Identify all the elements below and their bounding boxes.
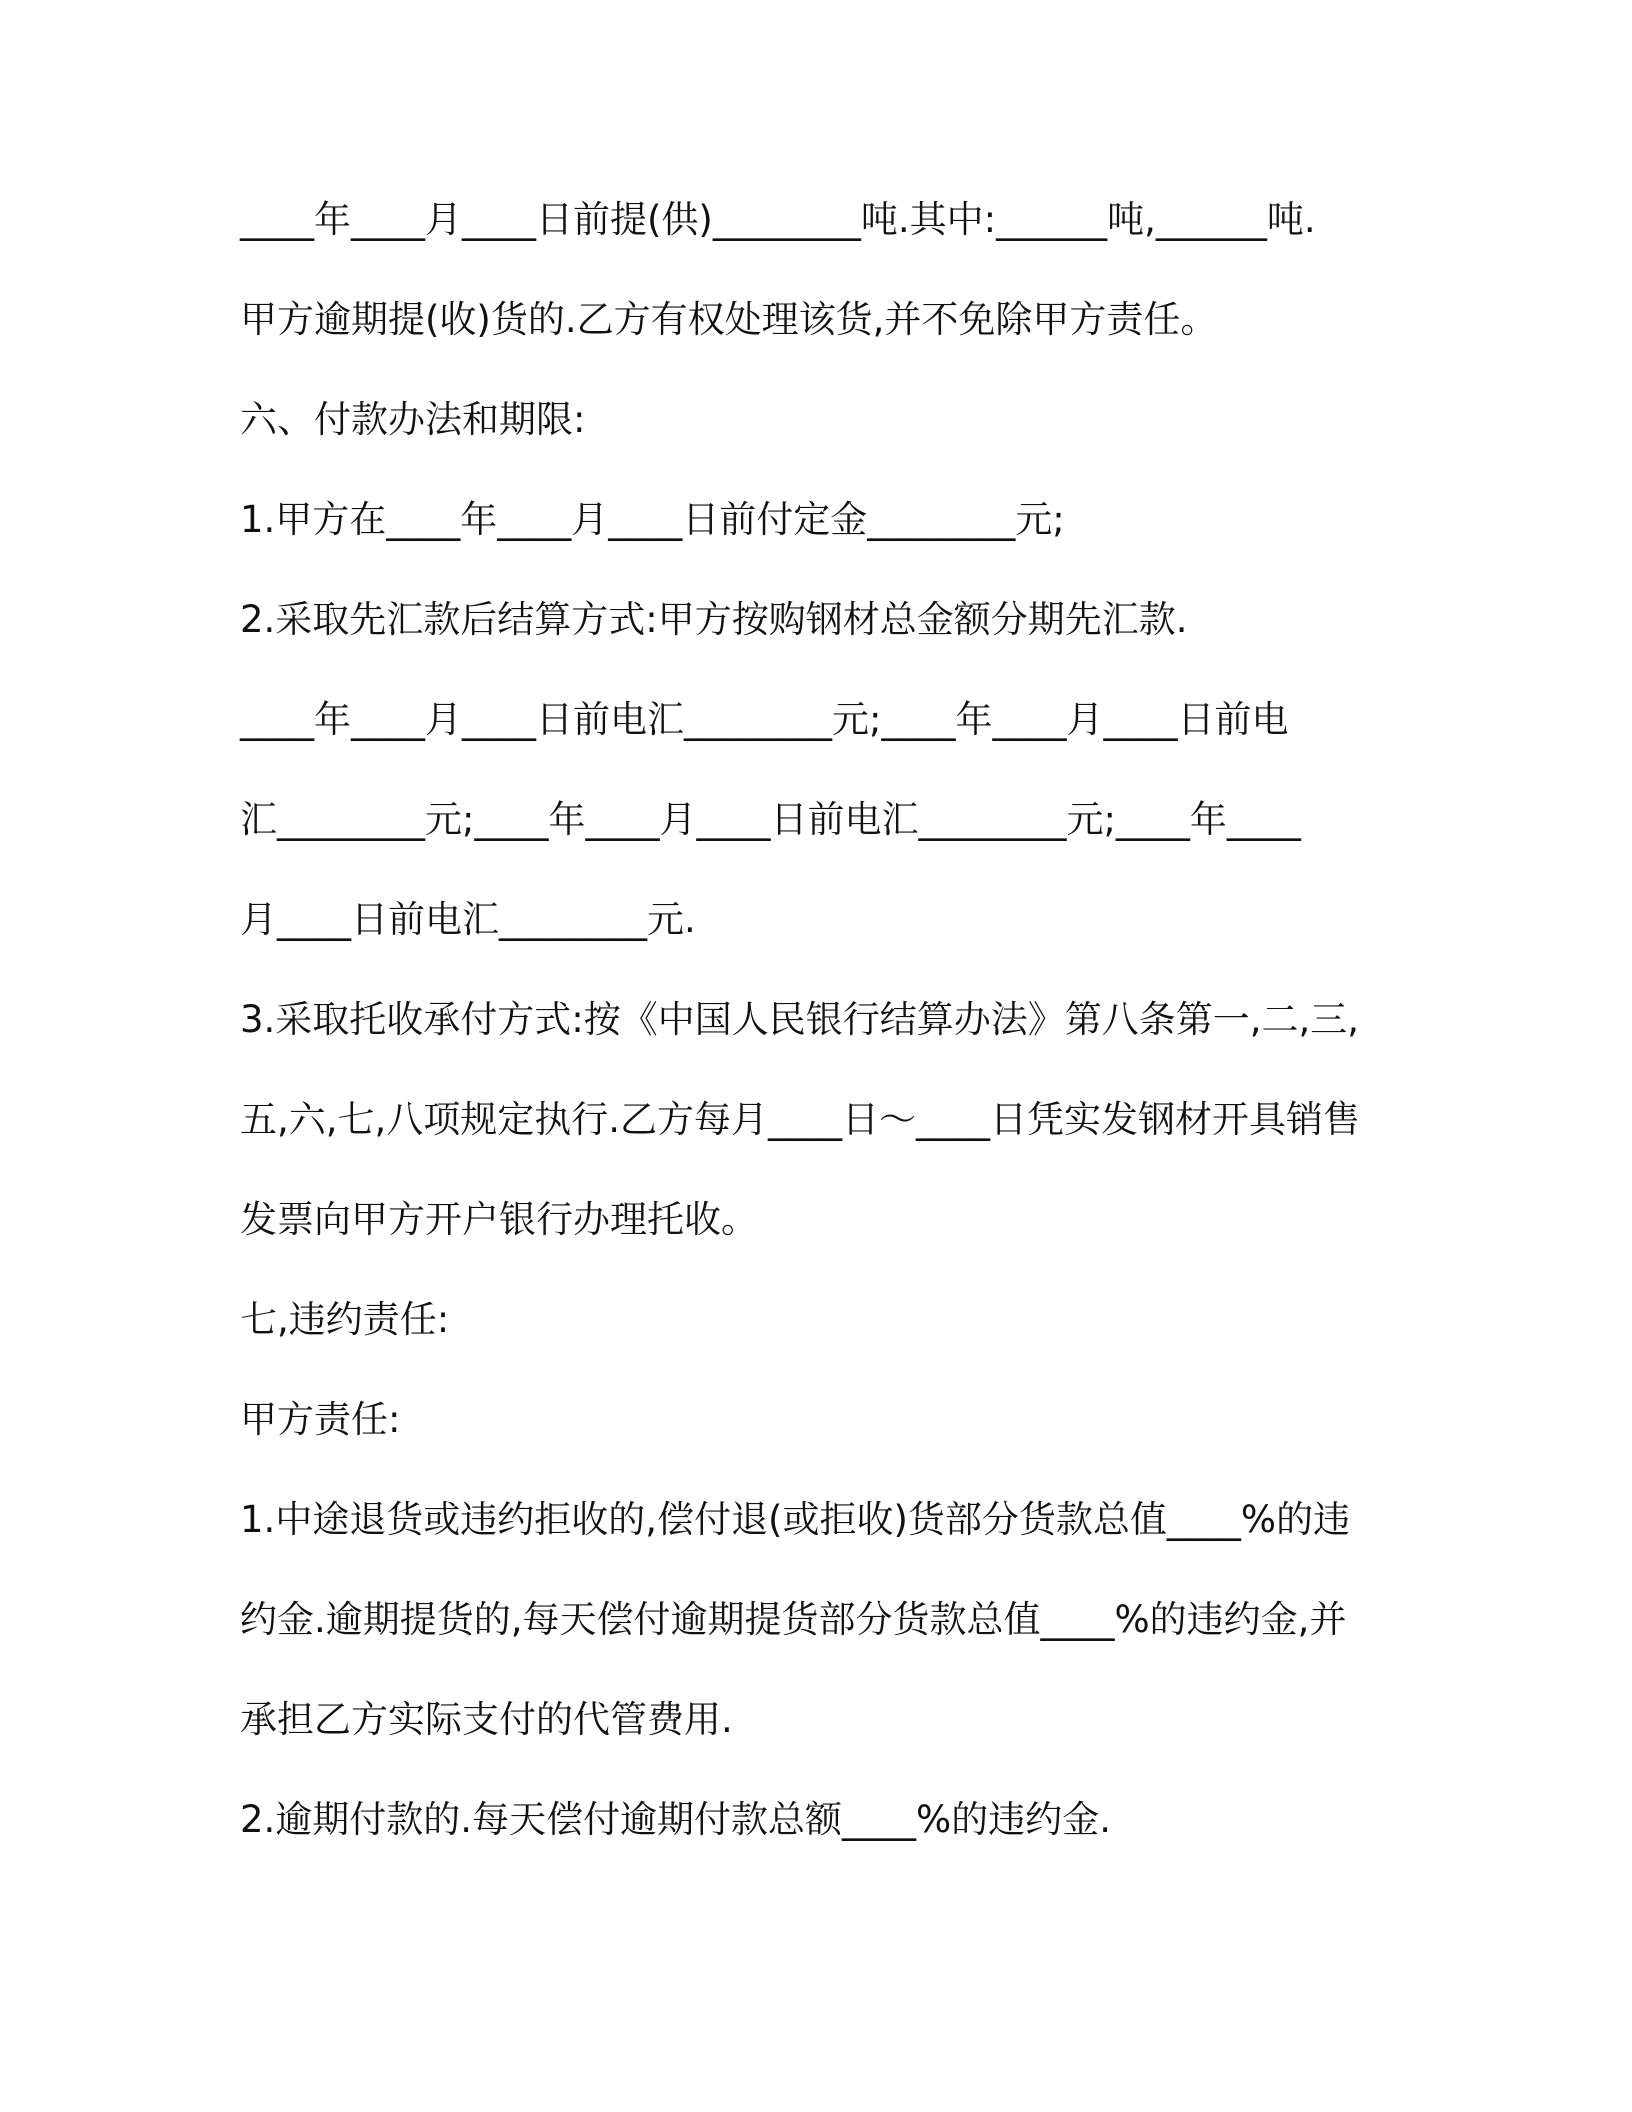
text-line: ____年____月____日前提(供)________吨.其中:______吨,______吨. <box>240 198 1316 241</box>
text-line: 月____日前电汇________元. <box>240 898 696 941</box>
subsection-heading: 甲方责任: <box>240 1398 401 1441</box>
text-line: 约金.逾期提货的,每天偿付逾期提货部分货款总值____%的违约金,并 <box>240 1598 1347 1641</box>
text-line: 发票向甲方开户银行办理托收。 <box>240 1198 758 1241</box>
text-line: 1.中途退货或违约拒收的,偿付退(或拒收)货部分货款总值____%的违 <box>240 1498 1351 1541</box>
section-heading: 七,违约责任: <box>240 1298 450 1341</box>
text-line: 承担乙方实际支付的代管费用. <box>240 1698 733 1741</box>
text-line: 汇________元;____年____月____日前电汇________元;____年____ <box>240 798 1301 841</box>
text-line: ____年____月____日前电汇________元;____年____月____日前电 <box>240 698 1289 741</box>
text-line: 3.采取托收承付方式:按《中国人民银行结算办法》第八条第一,二,三, <box>240 998 1360 1041</box>
text-line: 甲方逾期提(收)货的.乙方有权处理该货,并不免除甲方责任。 <box>240 298 1218 341</box>
text-line: 2.采取先汇款后结算方式:甲方按购钢材总金额分期先汇款. <box>240 598 1188 641</box>
section-heading: 六、付款办法和期限: <box>240 398 586 441</box>
text-line: 1.甲方在____年____月____日前付定金________元; <box>240 498 1065 541</box>
text-line: 五,六,七,八项规定执行.乙方每月____日～____日凭实发钢材开具销售 <box>240 1098 1361 1141</box>
text-line: 2.逾期付款的.每天偿付逾期付款总额____%的违约金. <box>240 1798 1111 1841</box>
